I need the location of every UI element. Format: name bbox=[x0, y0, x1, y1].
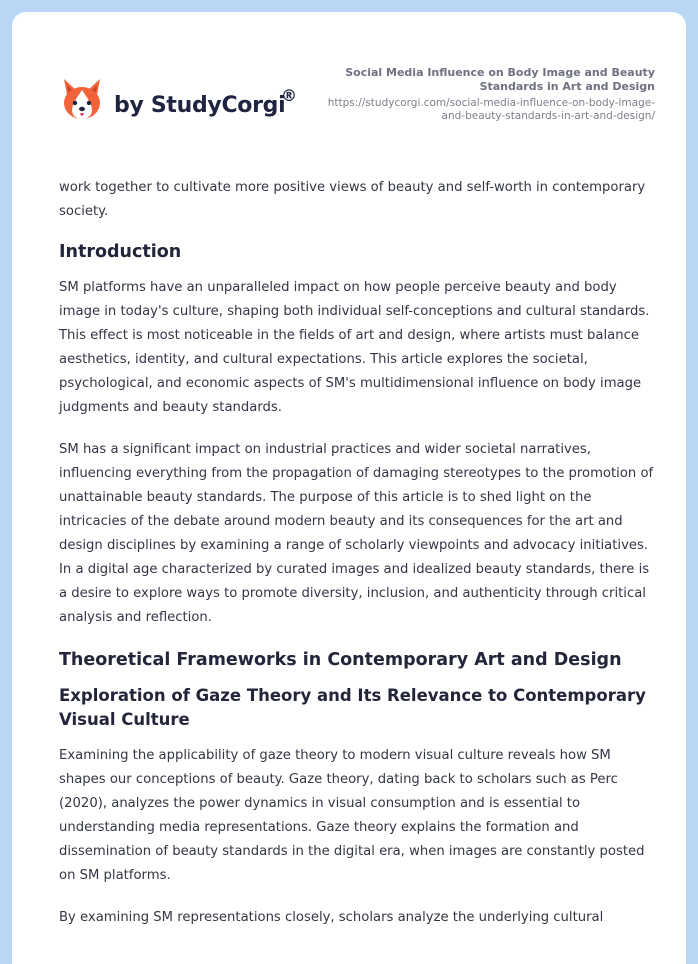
registered-mark: ® bbox=[281, 86, 297, 105]
document-title: Social Media Influence on Body Image and Beauty Standards in Art and Design bbox=[345, 66, 655, 93]
studycorgi-logo[interactable] bbox=[60, 76, 310, 126]
section-heading-frameworks: Theoretical Frameworks in Contemporary Art and Design bbox=[59, 650, 622, 670]
corgi-logo-icon bbox=[60, 76, 104, 124]
section-heading-introduction: Introduction bbox=[59, 242, 182, 262]
paragraph: work together to cultivate more positive views of beauty and self-worth in contemporary society. bbox=[59, 180, 646, 219]
document-page bbox=[12, 12, 686, 964]
document-url[interactable]: https://studycorgi.com/social-media-influence-on-body-image-and-beauty-standards-in-art-and-design/ bbox=[327, 97, 655, 122]
paragraph: SM has a significant impact on industrial practices and wider societal narratives, influencing everything from the propagation of damaging stereotypes to the promotion of unattainable beauty standards. The purpose of this article is to shed light on the intricacies of the debate around modern beauty and its consequences for the art and design disciplines by examining a range of scholarly viewpoints and advocacy initiatives. In a digital age characterized by curated images and idealized beauty standards, there is a desire to explore ways to promote diversity, inclusion, and authenticity through critical analysis and reflection. bbox=[59, 442, 654, 625]
paragraph: By examining SM representations closely, scholars analyze the underlying cultural bbox=[59, 910, 604, 925]
paragraph: SM platforms have an unparalleled impact on how people perceive beauty and body image in today's culture, shaping both individual self-conceptions and cultural standards. This effect is most noticeable in the fields of art and design, where artists must balance aesthetics, identity, and cultural expectations. This article explores the societal, psychological, and economic aspects of SM's multidimensional influence on body image judgments and beauty standards. bbox=[59, 280, 650, 415]
paragraph: Examining the applicability of gaze theory to modern visual culture reveals how SM shapes our conceptions of beauty. Gaze theory, dating back to scholars such as Perc (2020), analyzes the power dynamics in visual consumption and is essential to understanding media representations. Gaze theory explains the formation and dissemination of beauty standards in the digital era, when images are constantly posted on SM platforms. bbox=[59, 748, 645, 883]
page-header bbox=[12, 12, 686, 152]
article-body bbox=[59, 176, 659, 948]
subsection-heading-gaze-theory: Exploration of Gaze Theory and Its Relevance to Contemporary Visual Culture bbox=[59, 686, 646, 729]
brand-name: by StudyCorgi bbox=[114, 93, 286, 118]
